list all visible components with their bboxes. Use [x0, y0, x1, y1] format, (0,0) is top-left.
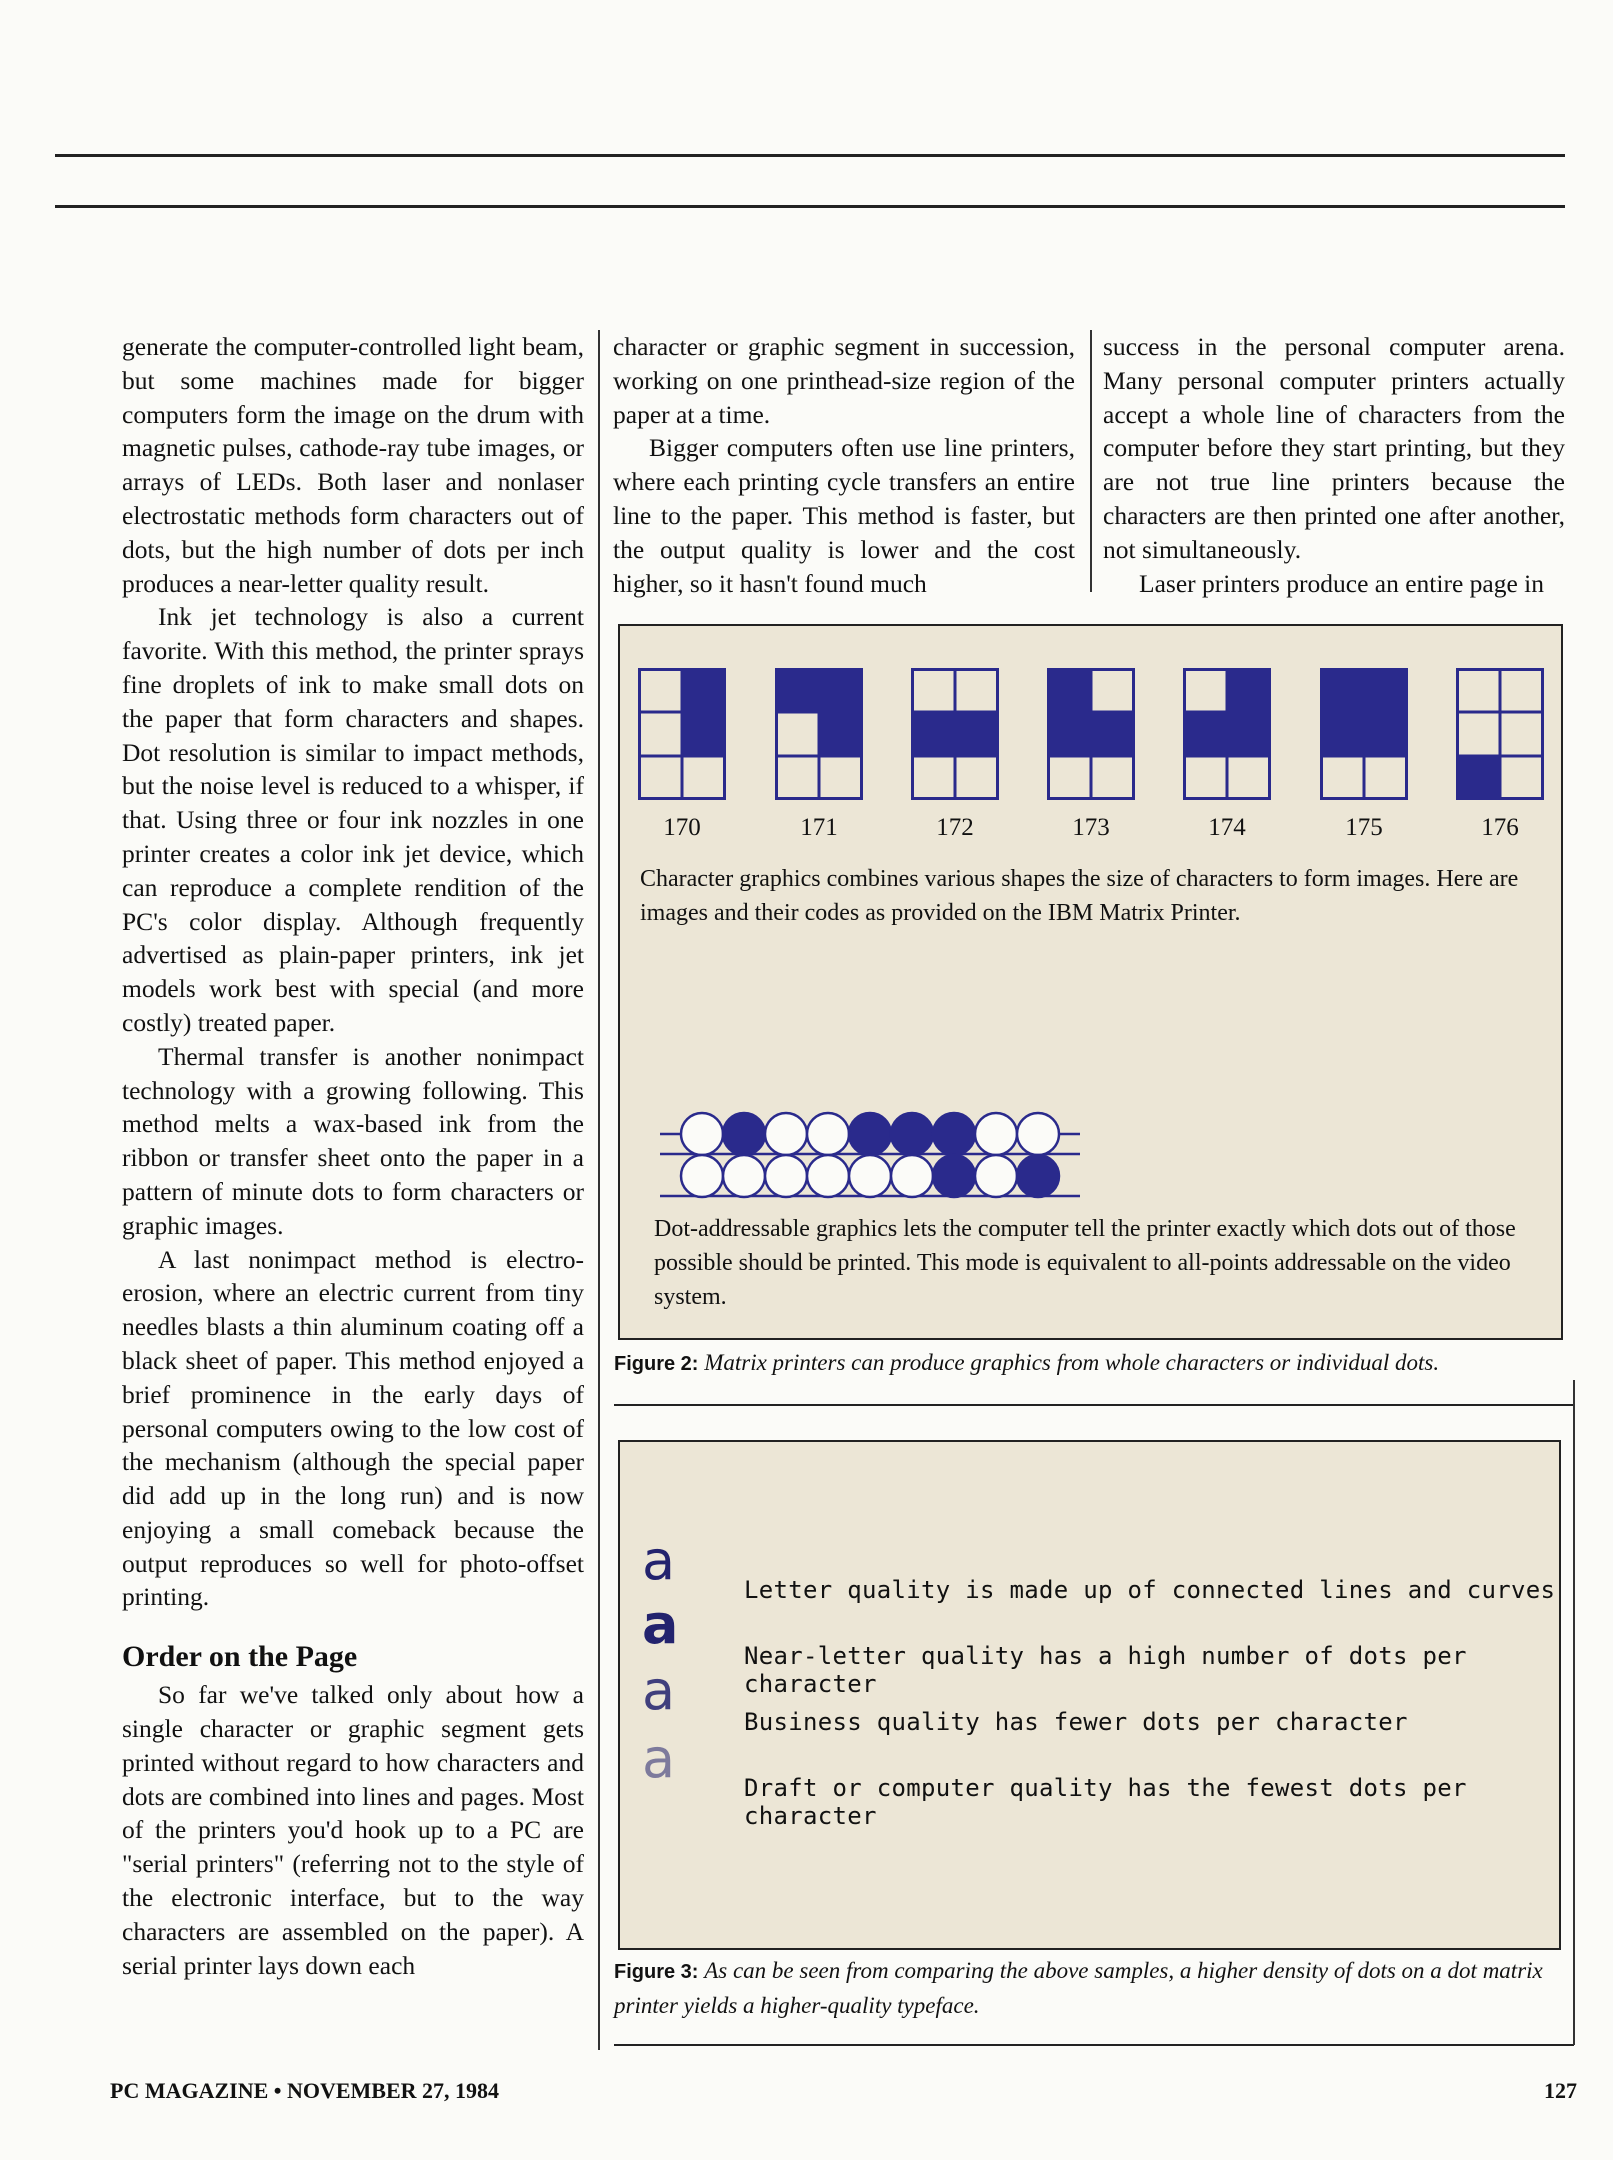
figure-2-caption: [614, 1346, 1564, 1381]
quality-row: Business quality has fewer dots per character: [744, 1708, 1408, 1736]
code-label: 174: [1208, 814, 1246, 841]
paragraph: success in the personal computer arena. Many personal computer printers actually accept a whole line of characters from the computer before they start printing, but they are not true line printers because the characters are then printed one after another, not simultaneously.: [1103, 332, 1565, 564]
business-quality-glyph: a: [642, 1659, 677, 1722]
char-graphic-174: [1183, 668, 1271, 800]
column-divider: [1090, 330, 1092, 592]
column-divider: [598, 330, 600, 2050]
draft-quality-glyph: a: [642, 1727, 676, 1790]
figure-3-panel: [618, 1440, 1561, 1950]
article-column-2: [613, 330, 1075, 600]
paragraph: Laser printers produce an entire page in: [1139, 568, 1544, 598]
quality-row: Draft or computer quality has the fewest dots per character: [744, 1774, 1467, 1830]
code-label: 172: [936, 814, 974, 841]
footer-publication: PC MAGAZINE • NOVEMBER 27, 1984: [110, 2078, 500, 2103]
code-label: 176: [1481, 814, 1519, 841]
article-column-1: [122, 330, 584, 1982]
quality-row: Letter quality is made up of connected lines and curves: [744, 1576, 1556, 1604]
header-rule-bottom: [55, 205, 1565, 208]
code-label: 173: [1072, 814, 1110, 841]
dot-addressable-caption: Dot-addressable graphics lets the computer tell the printer exactly which dots out of those possible should be printed. This mode is equivalent to all-points addressable on the video system.: [654, 1216, 1516, 1310]
figure-3-caption: [614, 1954, 1564, 2022]
code-label: 175: [1345, 814, 1383, 841]
character-graphics-caption: Character graphics combines various shapes the size of characters to form images. Here are images and their codes as provided on the IBM Matrix Printer.: [640, 866, 1519, 926]
figure-label: Figure 2:: [614, 1353, 699, 1375]
code-label: 170: [663, 814, 701, 841]
paragraph: A last nonimpact method is electro-erosion, where an electric current from tiny needles blasts a thin aluminum coating off a black sheet of paper. This method enjoyed a brief prominence in the early days of personal computers owing to the low cost of the mechanism (although the special paper did add up in the long run) and is now enjoying a small comeback because the output reproduces so well for photo-offset printing.: [122, 1244, 584, 1612]
char-graphic-175: [1320, 668, 1408, 800]
char-graphic-173: [1047, 668, 1135, 800]
article-column-3: [1103, 330, 1565, 600]
near-letter-quality-glyph: a: [642, 1593, 679, 1656]
caption-rule: [614, 1404, 1574, 1406]
char-graphic-176: [1456, 668, 1544, 800]
header-rule-top: [55, 154, 1565, 157]
paragraph: Thermal transfer is another nonimpact technology with a growing following. This method melts a wax-based ink from the ribbon or transfer sheet onto the paper in a pattern of minute dots to form characters or graphic images.: [122, 1041, 584, 1240]
paragraph: generate the computer-controlled light beam, but some machines made for bigger computers form the image on the drum with magnetic pulses, cathode-ray tube images, or arrays of LEDs. Both laser and nonlaser electrostatic methods form characters out of dots, but the high number of dots per inch produces a near-letter quality result.: [122, 332, 584, 598]
figure-label: Figure 3:: [614, 1961, 699, 1983]
figure-border-right: [1573, 1380, 1575, 2045]
figure-caption-text: Matrix printers can produce graphics from whole characters or individual dots.: [704, 1350, 1440, 1375]
char-graphic-172: [911, 668, 999, 800]
section-subhead: Order on the Page: [122, 1640, 358, 1674]
paragraph: Bigger computers often use line printers, where each printing cycle transfers an entire line to the paper. This method is faster, but the output quality is lower and the cost higher, so it hasn't found much: [613, 433, 1075, 598]
figure-2-panel: [618, 624, 1563, 1340]
paragraph: So far we've talked only about how a single character or graphic segment gets printed without regard to how characters and dots are combined into lines and pages. Most of the printers you'd hook up to a PC are "serial printers" (referring not to the style of the electronic interface, but to the way characters are assembled on the paper). A serial printer lays down each: [122, 1680, 584, 1980]
paragraph: Ink jet technology is also a current favorite. With this method, the printer sprays fine droplets of ink to make small dots on the paper that form characters and shapes. Dot resolution is similar to impact methods, but the noise level is reduced to a whisper, if that. Using three or four ink nozzles in one printer creates a color ink jet device, which can reproduce a complete rendition of the PC's color display. Although frequently advertised as plain-paper printers, ink jet models work best with special (and more costly) treated paper.: [122, 602, 584, 1037]
caption-rule: [614, 2044, 1574, 2046]
dot-matrix-illustration: [660, 1092, 1080, 1204]
quality-row: Near-letter quality has a high number of dots per character: [744, 1642, 1467, 1698]
char-graphic-171: [775, 668, 863, 800]
page-number: 127: [1544, 2078, 1577, 2103]
figure-caption-text: As can be seen from comparing the above samples, a higher density of dots on a dot matrix printer yields a higher-quality typeface.: [614, 1958, 1543, 2018]
letter-quality-glyph: a: [642, 1529, 676, 1592]
code-label: 171: [800, 814, 838, 841]
paragraph: character or graphic segment in succession, working on one printhead-size region of the paper at a time.: [613, 332, 1075, 429]
char-graphic-170: [638, 668, 726, 800]
